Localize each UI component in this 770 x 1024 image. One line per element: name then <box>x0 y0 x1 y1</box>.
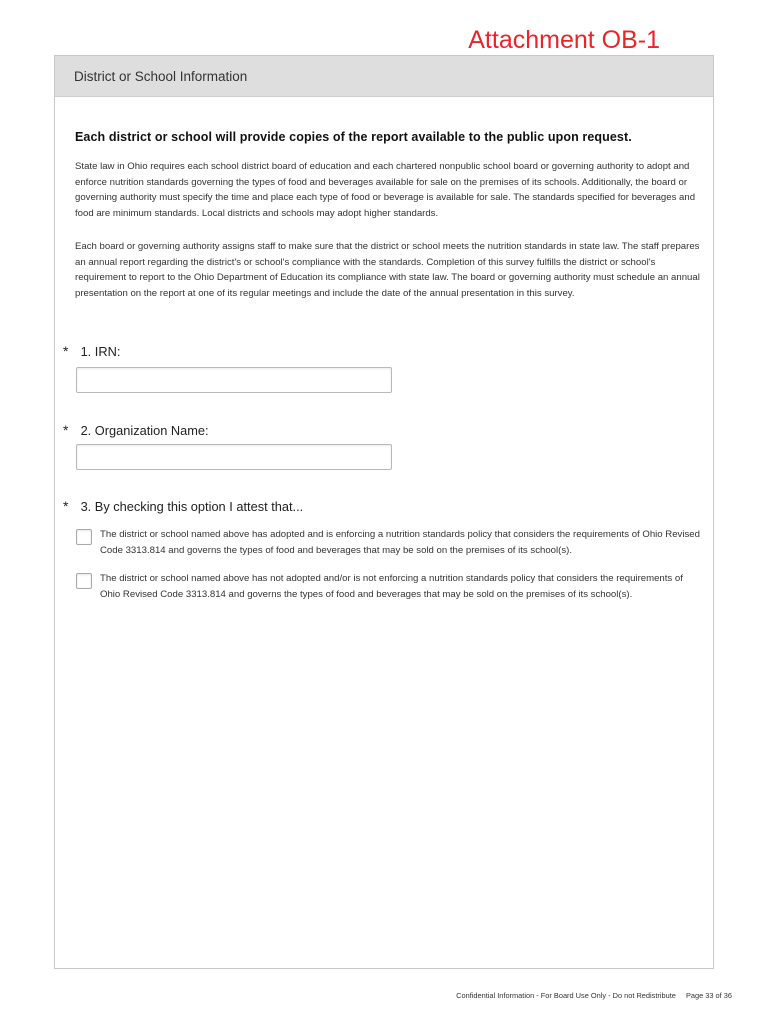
attestation-option-not-adopted-text: The district or school named above has not adopted and/or is not enforcing a nutrition standards policy that considers the requirements of Ohio Revised Code 3313.814 and governs the types of food and beverages that may be sold on the premises of its school(s). <box>100 573 683 600</box>
question-irn <box>63 343 120 359</box>
required-asterisk-icon: * <box>63 343 69 359</box>
section-header <box>55 56 713 97</box>
footer-page-number: Page 33 of 36 <box>685 991 732 1000</box>
question-irn-label: 1. IRN: <box>80 344 121 359</box>
survey-page-frame <box>54 55 714 969</box>
question-organization-name-label: 2. Organization Name: <box>80 423 209 438</box>
intro-heading: Each district or school will provide copies of the report available to the public upon request. <box>75 130 632 144</box>
irn-input[interactable] <box>76 367 392 393</box>
question-attestation-label: 3. By checking this option I attest that... <box>80 499 304 514</box>
organization-name-input[interactable] <box>76 444 392 470</box>
question-organization-name <box>63 422 209 438</box>
intro-paragraph-2: Each board or governing authority assigns staff to make sure that the district or school meets the nutrition standards in state law. The staff prepares an annual report regarding the district's or school's compliance with the standards. Completion of this survey fulfills the district or school's requirement to report to the Ohio Department of Education its compliance with state law. The board or governing authority must schedule an annual presentation on the report at one of its regular meetings and include the date of the annual presentation in this survey. <box>75 241 700 300</box>
required-asterisk-icon: * <box>63 422 69 438</box>
attestation-option-adopted-checkbox[interactable] <box>76 529 92 545</box>
attestation-option-not-adopted-checkbox[interactable] <box>76 573 92 589</box>
attestation-option-not-adopted[interactable] <box>76 571 701 602</box>
page-footer <box>456 991 732 1000</box>
intro-paragraph-1: State law in Ohio requires each school district board of education and each chartered nonpublic school board or governing authority to adopt and enforce nutrition standards governing the types of food and beverages available for sale on the premises of its schools. Additionally, the board or governing authority must specify the time and place each type of food or beverage is available for sale. The standards specified for beverages and food are minimum standards. Local districts and schools may adopt higher standards. <box>75 161 696 220</box>
section-title: District or School Information <box>74 68 248 84</box>
attestation-option-adopted-text: The district or school named above has adopted and is enforcing a nutrition standards policy that considers the requirements of Ohio Revised Code 3313.814 and governs the types of food and beverages that may be sold on the premises of its school(s). <box>100 529 700 556</box>
attestation-option-adopted[interactable] <box>76 527 701 558</box>
question-attestation <box>63 498 303 514</box>
footer-confidential-note: Confidential Information - For Board Use Only - Do not Redistribute <box>456 991 676 1000</box>
required-asterisk-icon: * <box>63 498 69 514</box>
attachment-title: Attachment OB-1 <box>468 26 660 54</box>
